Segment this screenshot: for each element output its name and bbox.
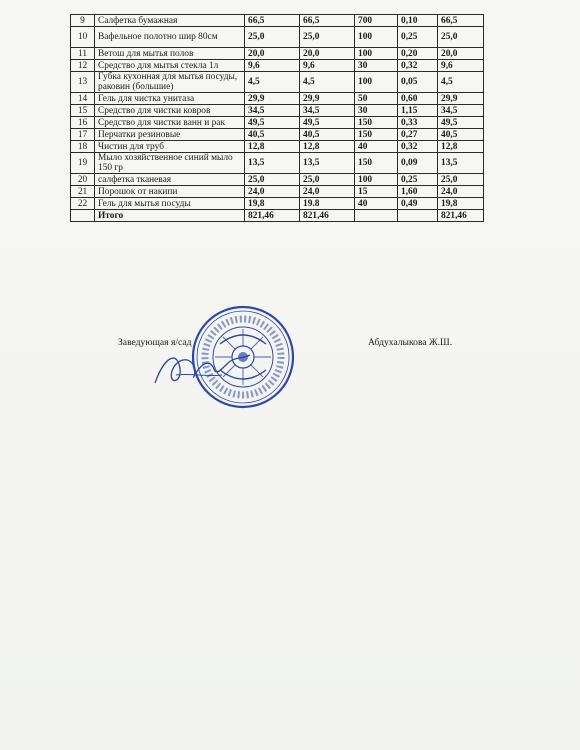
sum: 9,6 xyxy=(438,60,484,72)
item-name: Порошок от накипи xyxy=(95,186,245,198)
cost-2: 9,6 xyxy=(300,60,355,72)
signature-name-label: Абдухалыкова Ж.Ш. xyxy=(368,337,453,348)
row-number: 19 xyxy=(71,153,95,174)
table-row xyxy=(71,72,484,93)
quantity: 150 xyxy=(355,129,398,141)
total-label: Итого xyxy=(95,210,245,222)
coefficient: 0,09 xyxy=(398,153,438,174)
coefficient: 0,20 xyxy=(398,48,438,60)
coefficient: 0,25 xyxy=(398,174,438,186)
item-name: Мыло хозяйственное синий мыло 150 гр xyxy=(95,153,245,174)
coefficient: 0,05 xyxy=(398,72,438,93)
total-coef-cell xyxy=(398,210,438,222)
sum: 25,0 xyxy=(438,27,484,48)
sum: 25,0 xyxy=(438,174,484,186)
item-name: Гель для мытья посуды xyxy=(95,198,245,210)
table-row xyxy=(71,27,484,48)
cost-1: 20,0 xyxy=(245,48,300,60)
cost-2: 19.8 xyxy=(300,198,355,210)
row-number: 18 xyxy=(71,141,95,153)
quantity: 30 xyxy=(355,105,398,117)
coefficient: 0,33 xyxy=(398,117,438,129)
total-num-cell xyxy=(71,210,95,222)
cost-2: 66,5 xyxy=(300,15,355,27)
quantity: 50 xyxy=(355,93,398,105)
row-number: 22 xyxy=(71,198,95,210)
table-row xyxy=(71,105,484,117)
item-name: Перчатки резиновые xyxy=(95,129,245,141)
signature-position-label: Заведующая я/сад xyxy=(118,337,192,348)
quantity: 150 xyxy=(355,117,398,129)
coefficient: 0,25 xyxy=(398,27,438,48)
sum: 4,5 xyxy=(438,72,484,93)
row-number: 21 xyxy=(71,186,95,198)
sum: 66,5 xyxy=(438,15,484,27)
table-row xyxy=(71,48,484,60)
sum: 29,9 xyxy=(438,93,484,105)
row-number: 16 xyxy=(71,117,95,129)
cost-2: 34,5 xyxy=(300,105,355,117)
cost-1: 4,5 xyxy=(245,72,300,93)
item-name: Средство для чистки ковров xyxy=(95,105,245,117)
sum: 24,0 xyxy=(438,186,484,198)
cost-2: 49,5 xyxy=(300,117,355,129)
cost-2: 4,5 xyxy=(300,72,355,93)
coefficient: 0,32 xyxy=(398,141,438,153)
cost-2: 13,5 xyxy=(300,153,355,174)
table-row xyxy=(71,141,484,153)
total-row xyxy=(71,210,484,222)
row-number: 17 xyxy=(71,129,95,141)
cost-2: 12,8 xyxy=(300,141,355,153)
row-number: 10 xyxy=(71,27,95,48)
cost-1: 66,5 xyxy=(245,15,300,27)
row-number: 9 xyxy=(71,15,95,27)
cost-1: 25,0 xyxy=(245,174,300,186)
goods-table xyxy=(70,14,484,222)
sum: 34,5 xyxy=(438,105,484,117)
sum: 12,8 xyxy=(438,141,484,153)
item-name: Губка кухонная для мытья посуды, раковин (большие) xyxy=(95,72,245,93)
cost-2: 40,5 xyxy=(300,129,355,141)
total-cost-2: 821,46 xyxy=(300,210,355,222)
row-number: 20 xyxy=(71,174,95,186)
item-name: Средство для мытья стекла 1л xyxy=(95,60,245,72)
coefficient: 0,60 xyxy=(398,93,438,105)
cost-1: 24,0 xyxy=(245,186,300,198)
cost-1: 25,0 xyxy=(245,27,300,48)
cost-2: 25,0 xyxy=(300,174,355,186)
cost-1: 19,8 xyxy=(245,198,300,210)
handwritten-signature xyxy=(150,345,260,390)
coefficient: 0,27 xyxy=(398,129,438,141)
quantity: 100 xyxy=(355,174,398,186)
sum: 13,5 xyxy=(438,153,484,174)
coefficient: 1,60 xyxy=(398,186,438,198)
coefficient: 1,15 xyxy=(398,105,438,117)
row-number: 12 xyxy=(71,60,95,72)
sum: 20,0 xyxy=(438,48,484,60)
quantity: 30 xyxy=(355,60,398,72)
cost-1: 9,6 xyxy=(245,60,300,72)
item-name: Гель для чистка унитаза xyxy=(95,93,245,105)
cost-1: 13,5 xyxy=(245,153,300,174)
total-cost-1: 821,46 xyxy=(245,210,300,222)
quantity: 150 xyxy=(355,153,398,174)
table-row xyxy=(71,15,484,27)
table-row xyxy=(71,93,484,105)
sum: 19,8 xyxy=(438,198,484,210)
item-name: Средство для чистки ванн и рак xyxy=(95,117,245,129)
cost-1: 12,8 xyxy=(245,141,300,153)
table-row xyxy=(71,117,484,129)
table-row xyxy=(71,186,484,198)
cost-2: 25,0 xyxy=(300,27,355,48)
row-number: 15 xyxy=(71,105,95,117)
row-number: 14 xyxy=(71,93,95,105)
quantity: 15 xyxy=(355,186,398,198)
table-row xyxy=(71,198,484,210)
sum: 49,5 xyxy=(438,117,484,129)
cost-2: 29,9 xyxy=(300,93,355,105)
table-row xyxy=(71,153,484,174)
sum: 40,5 xyxy=(438,129,484,141)
coefficient: 0,32 xyxy=(398,60,438,72)
item-name: Ветош для мытья полов xyxy=(95,48,245,60)
cost-1: 29,9 xyxy=(245,93,300,105)
row-number: 11 xyxy=(71,48,95,60)
quantity: 40 xyxy=(355,141,398,153)
item-name: салфетка тканевая xyxy=(95,174,245,186)
cost-1: 49,5 xyxy=(245,117,300,129)
row-number: 13 xyxy=(71,72,95,93)
cost-2: 20,0 xyxy=(300,48,355,60)
quantity: 700 xyxy=(355,15,398,27)
quantity: 40 xyxy=(355,198,398,210)
coefficient: 0,49 xyxy=(398,198,438,210)
cost-1: 34,5 xyxy=(245,105,300,117)
total-sum: 821,46 xyxy=(438,210,484,222)
cost-2: 24,0 xyxy=(300,186,355,198)
quantity: 100 xyxy=(355,48,398,60)
total-qty-cell xyxy=(355,210,398,222)
item-name: Чистин для труб xyxy=(95,141,245,153)
item-name: Вафельное полотно шир 80см xyxy=(95,27,245,48)
cost-1: 40,5 xyxy=(245,129,300,141)
quantity: 100 xyxy=(355,72,398,93)
item-name: Салфетка бумажная xyxy=(95,15,245,27)
table-row xyxy=(71,174,484,186)
quantity: 100 xyxy=(355,27,398,48)
coefficient: 0,10 xyxy=(398,15,438,27)
table-row xyxy=(71,129,484,141)
table-row xyxy=(71,60,484,72)
